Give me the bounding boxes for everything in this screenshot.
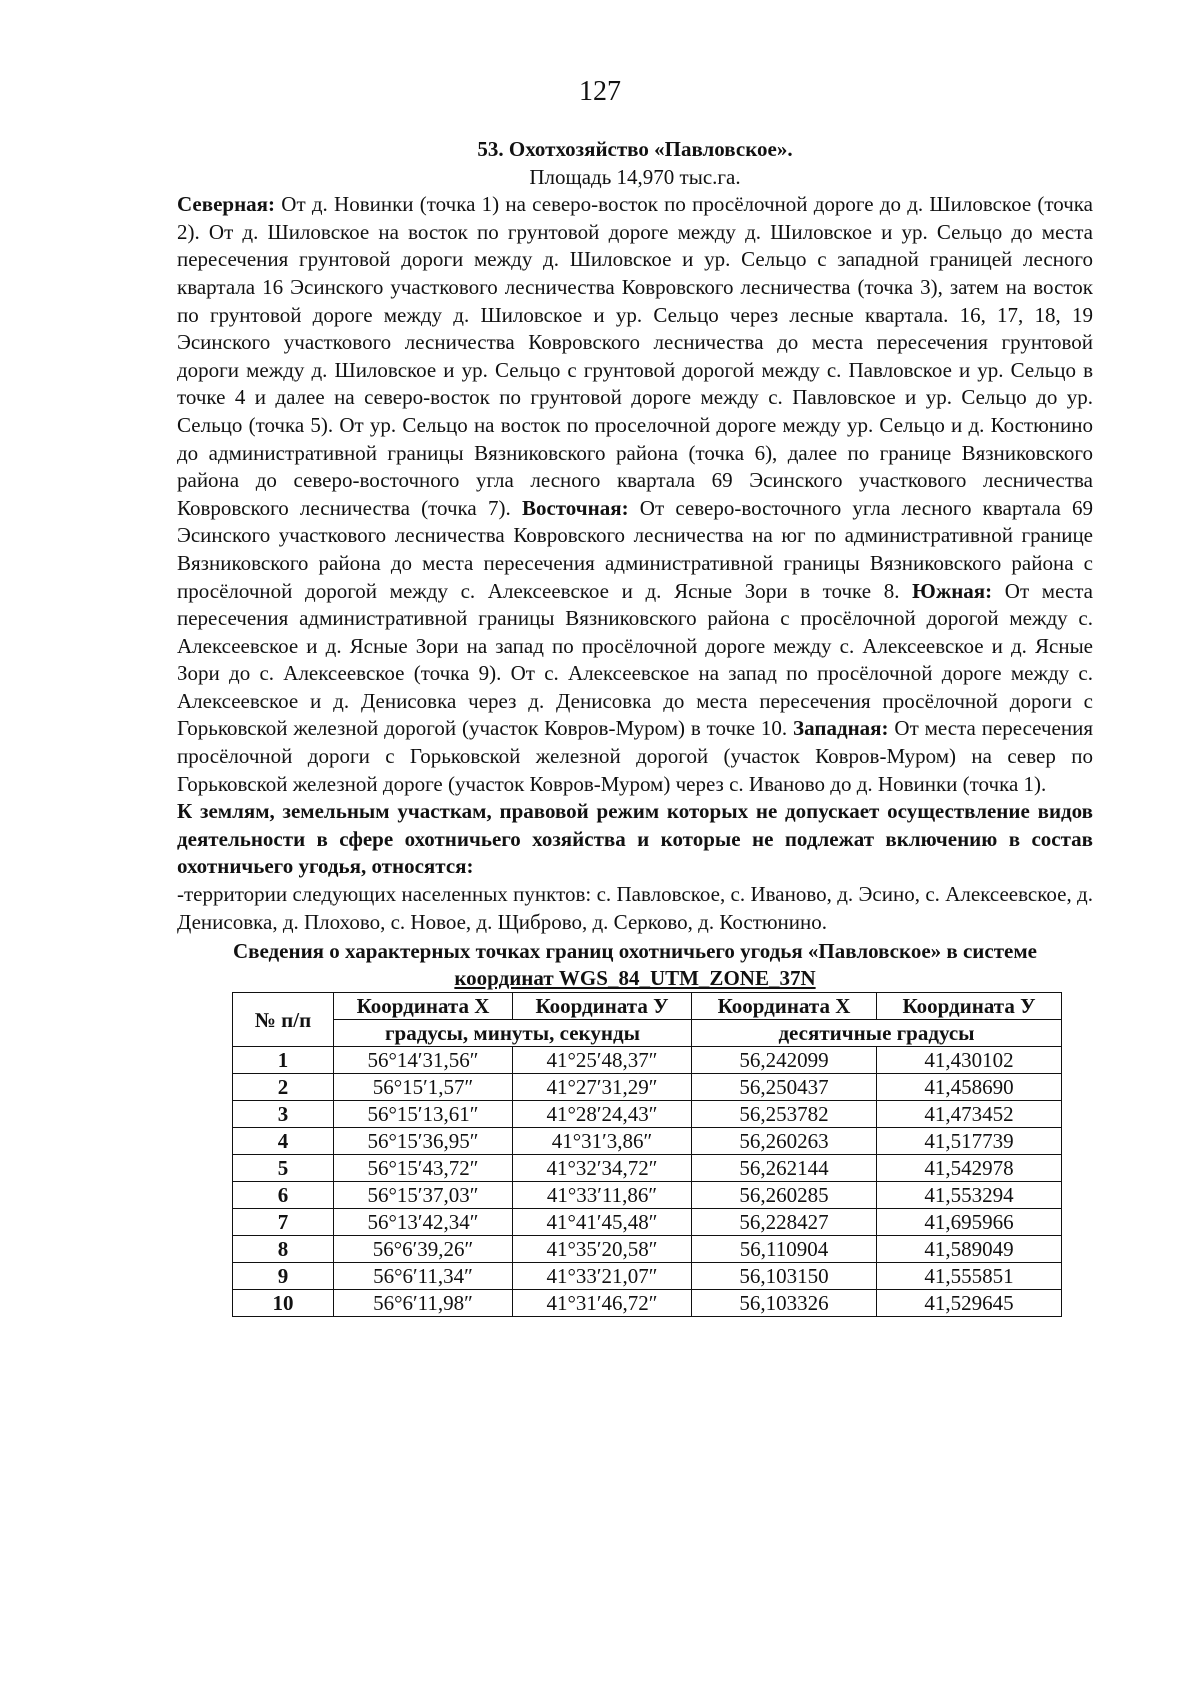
- table-row: [233, 1290, 1062, 1317]
- x-dms-cell: 56°6′11,98″: [334, 1290, 513, 1317]
- x-decimal-cell: 56,242099: [692, 1047, 877, 1074]
- table-row: [233, 1236, 1062, 1263]
- y-decimal-cell: 41,695966: [877, 1209, 1062, 1236]
- y-decimal-cell: 41,529645: [877, 1290, 1062, 1317]
- x-dms-cell: 56°15′1,57″: [334, 1074, 513, 1101]
- section-title: 53. Охотхозяйство «Павловское».: [477, 137, 793, 161]
- coordinates-table: [232, 992, 1062, 1317]
- y-decimal-cell: 41,430102: [877, 1047, 1062, 1074]
- y-dms-cell: 41°27′31,29″: [513, 1074, 692, 1101]
- y-decimal-cell: 41,458690: [877, 1074, 1062, 1101]
- x-dms-cell: 56°15′36,95″: [334, 1128, 513, 1155]
- y-dms-cell: 41°31′46,72″: [513, 1290, 692, 1317]
- point-number: 4: [233, 1128, 334, 1155]
- x-decimal-cell: 56,228427: [692, 1209, 877, 1236]
- x-dms-cell: 56°6′39,26″: [334, 1236, 513, 1263]
- boundary-heading: Западная:: [793, 716, 889, 741]
- y-decimal-cell: 41,473452: [877, 1101, 1062, 1128]
- boundary-description: [177, 191, 1093, 798]
- y-dms-cell: 41°32′34,72″: [513, 1155, 692, 1182]
- x-dms-cell: 56°15′13,61″: [334, 1101, 513, 1128]
- page-number: 127: [579, 76, 621, 107]
- table-row: [233, 1209, 1062, 1236]
- table-row: [233, 1155, 1062, 1182]
- header-x-dms: Координата X: [334, 993, 513, 1020]
- y-decimal-cell: 41,542978: [877, 1155, 1062, 1182]
- boundary-text: От северо-восточного угла лесного квартала 69 Эсинского участкового лесничества Ковровского лесничества на юг по административной границе Вязниковского района до места пересечения административной границы Вязниковского района с просёлочной дорогой между с. Алексеевское и д. Ясные Зори в точке 8.: [177, 495, 1094, 603]
- y-dms-cell: 41°35′20,58″: [513, 1236, 692, 1263]
- x-decimal-cell: 56,262144: [692, 1155, 877, 1182]
- y-decimal-cell: 41,555851: [877, 1263, 1062, 1290]
- table-row: [233, 1101, 1062, 1128]
- x-decimal-cell: 56,260263: [692, 1128, 877, 1155]
- header-number: № п/п: [233, 993, 334, 1047]
- header-y-dms: Координата У: [513, 993, 692, 1020]
- restriction-heading: К землям, земельным участкам, правовой режим которых не допускает осуществление видов деятельности в сфере охотничьего хозяйства и которые не подлежат включению в состав охотничьего угодья, относятся:: [177, 799, 1093, 879]
- point-number: 10: [233, 1290, 334, 1317]
- point-number: 6: [233, 1182, 334, 1209]
- x-dms-cell: 56°15′43,72″: [334, 1155, 513, 1182]
- subheader-decimal: десятичные градусы: [692, 1020, 1062, 1047]
- x-dms-cell: 56°13′42,34″: [334, 1209, 513, 1236]
- table-row: [233, 1263, 1062, 1290]
- area-line: Площадь 14,970 тыс.га.: [529, 164, 741, 189]
- point-number: 5: [233, 1155, 334, 1182]
- y-dms-cell: 41°33′21,07″: [513, 1263, 692, 1290]
- header-y-dec: Координата У: [877, 993, 1062, 1020]
- point-number: 1: [233, 1047, 334, 1074]
- y-decimal-cell: 41,589049: [877, 1236, 1062, 1263]
- boundary-text: От д. Новинки (точка 1) на северо-восток по просёлочной дороге до д. Шиловское (точка 2). От д. Шиловское на восток по грунтовой дороге между д. Шиловское и ур. Сельцо до места пересечения грунтовой дороги между д. Шиловское и ур. Сельцо с западной границей лесного квартала 16 Эсинского участкового лесничества Ковровского лесничества (точка 3), затем на восток по грунтовой дороге между д. Шиловское и ур. Сельцо через лесные квартала. 16, 17, 18, 19 Эсинского участкового лесничества Ковровского лесничества до места пересечения грунтовой дороги между д. Шиловское и ур. Сельцо с грунтовой дорогой между с. Павловское и ур. Сельцо в точке 4 и далее на северо-восток по грунтовой дороге между с. Павловское и ур. Сельцо до ур. Сельцо (точка 5). От ур. Сельцо на восток по проселочной дороге между ур. Сельцо и д. Костюнино до административной границы Вязниковского района (точка 6), далее по границе Вязниковского района до северо-восточного угла лесного квартала 69 Эсинского участкового лесничества Ковровского лесничества (точка 7).: [177, 192, 1093, 520]
- restriction-text: -территории следующих населенных пунктов: с. Павловское, с. Иваново, д. Эсино, с. Алексеевское, д. Денисовка, д. Плохово, с. Новое, д. Щиброво, д. Серково, д. Костюнино.: [177, 882, 1093, 934]
- y-dms-cell: 41°33′11,86″: [513, 1182, 692, 1209]
- table-subheader-row: [233, 1020, 1062, 1047]
- point-number: 2: [233, 1074, 334, 1101]
- header-x-dec: Координата X: [692, 993, 877, 1020]
- table-caption-line1: Сведения о характерных точках границ охотничьего угодья «Павловское» в системе: [232, 939, 1037, 964]
- point-number: 7: [233, 1209, 334, 1236]
- table-caption-line2: координат WGS_84_UTM_ZONE_37N: [454, 966, 816, 991]
- x-dms-cell: 56°15′37,03″: [334, 1182, 513, 1209]
- point-number: 8: [233, 1236, 334, 1263]
- x-dms-cell: 56°14′31,56″: [334, 1047, 513, 1074]
- table-row: [233, 1047, 1062, 1074]
- y-dms-cell: 41°31′3,86″: [513, 1128, 692, 1155]
- table-row: [233, 1182, 1062, 1209]
- x-decimal-cell: 56,260285: [692, 1182, 877, 1209]
- boundary-text: От места пересечения административной границы Вязниковского района с просёлочной дорогой между с. Алексеевское и д. Ясные Зори на запад по просёлочной дороге между с. Алексеевское и д. Ясные Зори до с. Алексеевское (точка 9). От с. Алексеевское на запад по просёлочной дороге между с. Алексеевское и д. Денисовка через д. Денисовка до места пересечения просёлочной дороги с Горьковской железной дорогой (участок Ковров-Муром) в точке 10.: [177, 578, 1093, 741]
- y-dms-cell: 41°28′24,43″: [513, 1101, 692, 1128]
- boundary-text: От места пересечения просёлочной дороги с Горьковской железной дорогой (участок Ковров-Муром) на север по Горьковской железной дороге (участок Ковров-Муром) через с. Иваново до д. Новинки (точка 1).: [177, 716, 1093, 796]
- table-caption: [177, 936, 1093, 992]
- x-decimal-cell: 56,250437: [692, 1074, 877, 1101]
- x-dms-cell: 56°6′11,34″: [334, 1263, 513, 1290]
- boundary-heading: Восточная:: [521, 495, 629, 520]
- subheader-dms: градусы, минуты, секунды: [334, 1020, 692, 1047]
- y-decimal-cell: 41,517739: [877, 1128, 1062, 1155]
- point-number: 9: [233, 1263, 334, 1290]
- x-decimal-cell: 56,110904: [692, 1236, 877, 1263]
- table-row: [233, 1128, 1062, 1155]
- point-number: 3: [233, 1101, 334, 1128]
- x-decimal-cell: 56,103150: [692, 1263, 877, 1290]
- x-decimal-cell: 56,103326: [692, 1290, 877, 1317]
- table-row: [233, 1074, 1062, 1101]
- table-body: [233, 1047, 1062, 1317]
- y-decimal-cell: 41,553294: [877, 1182, 1062, 1209]
- y-dms-cell: 41°41′45,48″: [513, 1209, 692, 1236]
- boundary-heading: Северная:: [177, 192, 276, 217]
- document-content: [177, 136, 1093, 1317]
- boundary-heading: Южная:: [912, 578, 993, 603]
- x-decimal-cell: 56,253782: [692, 1101, 877, 1128]
- y-dms-cell: 41°25′48,37″: [513, 1047, 692, 1074]
- table-header-row: [233, 993, 1062, 1020]
